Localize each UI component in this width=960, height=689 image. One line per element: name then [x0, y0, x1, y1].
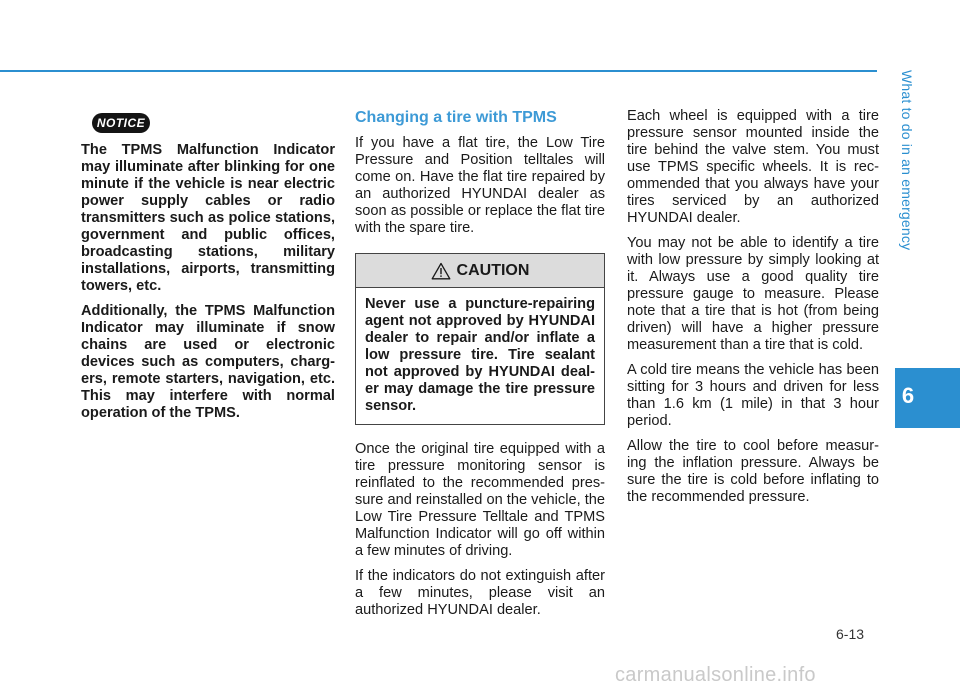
- header-rule: [0, 70, 877, 72]
- watermark: carmanualsonline.info: [615, 664, 816, 686]
- page-number: 6-13: [836, 626, 865, 642]
- right-paragraph-1: Each wheel is equipped with a tire pressure sensor mounted inside the tire behind the valve stem. You must use TPMS specific wheels. It is rec-ommended that you always have your tires serviced by an authorized HYUNDAI dealer.: [627, 108, 879, 226]
- notice-column: [81, 142, 335, 430]
- section-heading: Changing a tire with TPMS: [355, 109, 557, 126]
- chapter-tab: [895, 368, 960, 428]
- notice-paragraph-1: The TPMS Malfunction Indicator may illuminate after blinking for one minute if the vehicle is near electric power supply cables or radio transmitters such as police stations, government and public offices, broadcasting stations, military installations, airports, transmitting towers, etc.: [81, 142, 335, 294]
- section-paragraph-3: If the indicators do not extinguish after a few minutes, please visit an authorized HYUNDAI dealer.: [355, 568, 605, 618]
- caution-text: Never use a puncture-repairing agent not approved by HYUNDAI dealer to repair and/or inflate a low pressure tire. Tire sealant not approved by HYUNDAI deal-er may damage the tire pressure sensor.: [365, 296, 595, 414]
- section-paragraph-2: Once the original tire equipped with a tire pressure monitoring sensor is reinflated to the recommended pres-sure and reinstalled on the vehicle, the Low Tire Pressure Telltale and TPMS Malfunction Indicator will go off within a few minutes of driving.: [355, 441, 605, 559]
- caution-header: [356, 254, 604, 288]
- notice-paragraph-2: Additionally, the TPMS Malfunction Indicator may illuminate if snow chains are used or electronic devices such as computers, charg-ers, remote starters, navigation, etc. This may interfere with normal operation of the TPMS.: [81, 303, 335, 421]
- right-paragraph-3: A cold tire means the vehicle has been sitting for 3 hours and driven for less than 1.6 km (1 mile) in that 3 hour period.: [627, 362, 879, 429]
- caution-title: CAUTION: [456, 262, 530, 279]
- notice-badge: NOTICE: [92, 113, 150, 133]
- right-column: [627, 108, 879, 514]
- chapter-number: 6: [901, 383, 915, 408]
- middle-column: [355, 108, 605, 627]
- caution-box: [355, 253, 605, 425]
- chapter-title: What to do in an emergency: [899, 70, 915, 251]
- section-paragraph-1: If you have a flat tire, the Low Tire Pressure and Position telltales will come on. Have the flat tire repaired by an authorized HYUNDAI dealer as soon as possible or replace the flat tire with the spare tire.: [355, 135, 605, 236]
- warning-triangle-icon: [431, 262, 451, 280]
- right-paragraph-4: Allow the tire to cool before measur-ing the inflation pressure. Always be sure the tire is cold before inflating to the recommended pressure.: [627, 438, 879, 505]
- right-paragraph-2: You may not be able to identify a tire with low pressure by simply looking at it. Always use a good quality tire pressure gauge to measure. Please note that a tire that is hot (from being driven) will have a higher pressure measurement than a tire that is cold.: [627, 235, 879, 353]
